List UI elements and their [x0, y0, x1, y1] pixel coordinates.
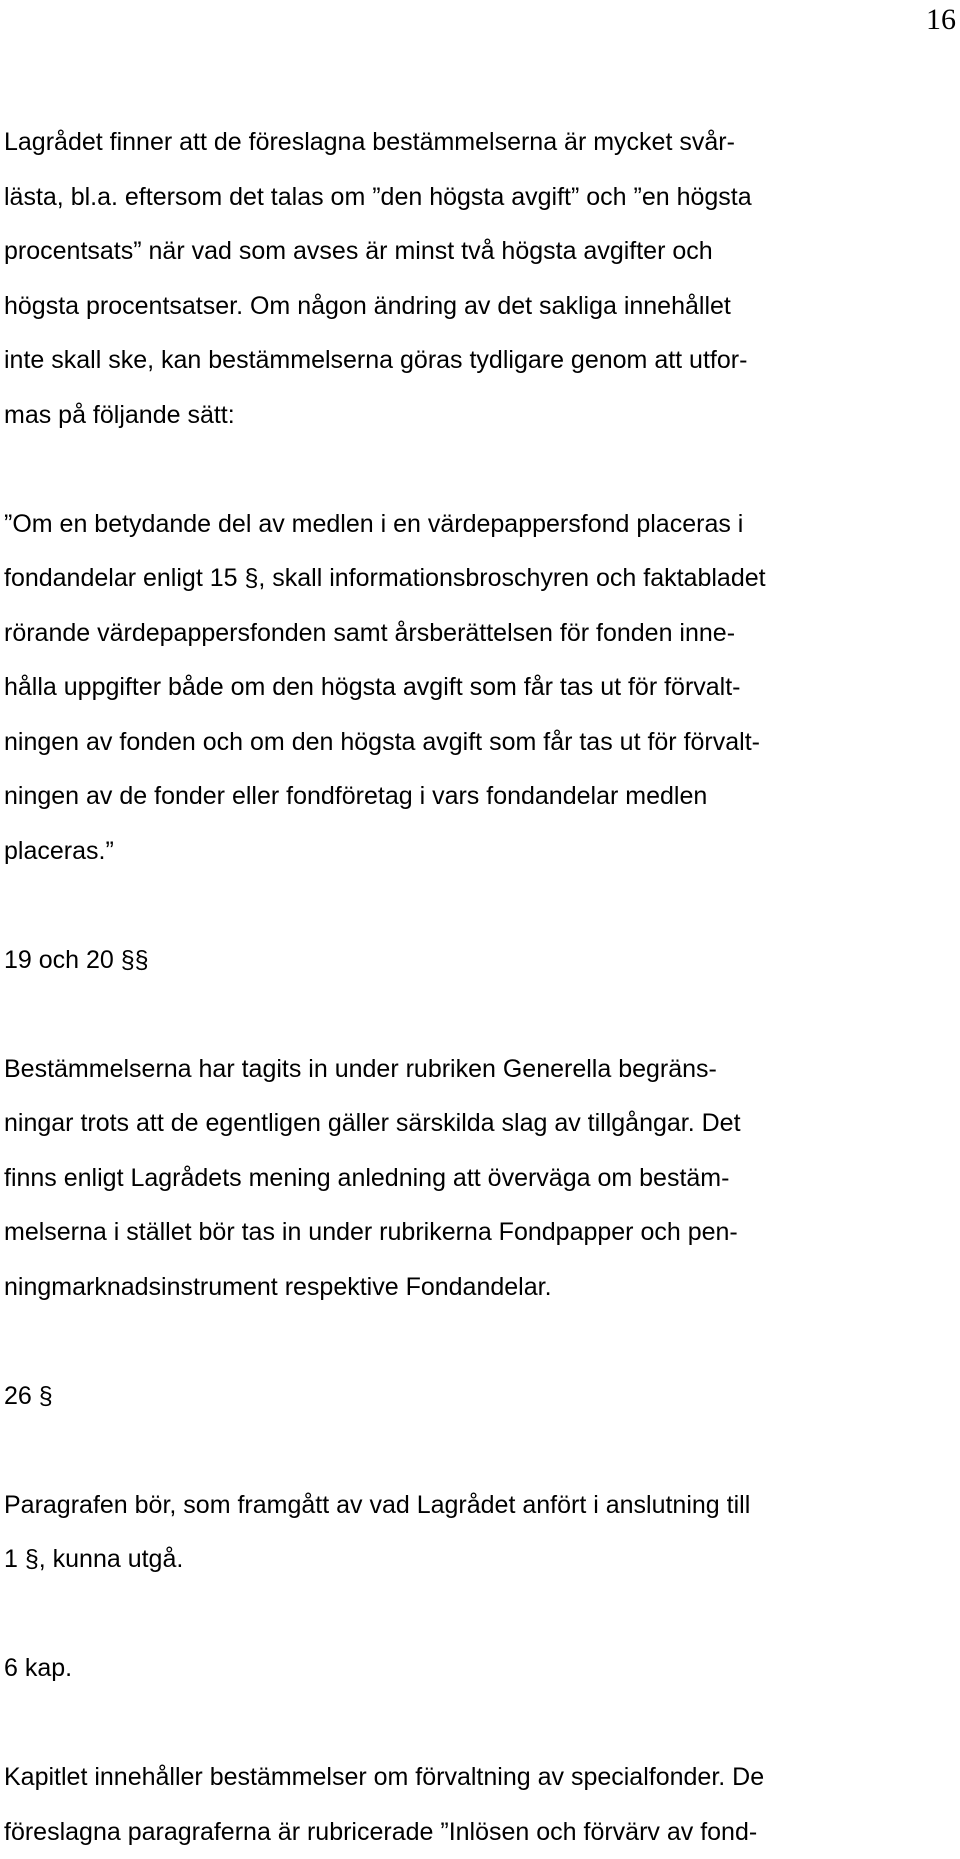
paragraph-spacer: [4, 987, 929, 1042]
section-heading: 19 och 20 §§: [4, 933, 929, 988]
text-line: placeras.”: [4, 824, 929, 879]
text-line: ningen av fonden och om den högsta avgift som får tas ut för förvalt-: [4, 715, 929, 770]
paragraph-section-19-20: [4, 1042, 929, 1315]
document-body: [4, 115, 929, 1859]
text-line: rörande värdepappersfonden samt årsberättelsen för fonden inne-: [4, 606, 929, 661]
paragraph-spacer: [4, 1423, 929, 1478]
paragraph-spacer: [4, 1314, 929, 1369]
text-line: Kapitlet innehåller bestämmelser om förvaltning av specialfonder. De: [4, 1750, 929, 1805]
text-line: Paragrafen bör, som framgått av vad Lagrådet anfört i anslutning till: [4, 1478, 929, 1533]
text-line: Lagrådet finner att de föreslagna bestämmelserna är mycket svår-: [4, 115, 929, 170]
paragraph-chapter-6: [4, 1750, 929, 1859]
paragraph-spacer: [4, 1587, 929, 1642]
text-line: ”Om en betydande del av medlen i en värdepappersfond placeras i: [4, 497, 929, 552]
text-line: procentsats” när vad som avses är minst två högsta avgifter och: [4, 224, 929, 279]
text-line: lästa, bl.a. eftersom det talas om ”den högsta avgift” och ”en högsta: [4, 170, 929, 225]
page-number: 16: [926, 2, 956, 38]
text-line: Bestämmelserna har tagits in under rubriken Generella begräns-: [4, 1042, 929, 1097]
text-line: inte skall ske, kan bestämmelserna göras tydligare genom att utfor-: [4, 333, 929, 388]
text-line: fondandelar enligt 15 §, skall informationsbroschyren och faktabladet: [4, 551, 929, 606]
section-heading-26: [4, 1369, 929, 1424]
text-line: melserna i stället bör tas in under rubrikerna Fondpapper och pen-: [4, 1205, 929, 1260]
text-line: ningen av de fonder eller fondföretag i vars fondandelar medlen: [4, 769, 929, 824]
paragraph-review-intro: [4, 115, 929, 442]
paragraph-spacer: [4, 442, 929, 497]
chapter-heading: 6 kap.: [4, 1641, 929, 1696]
text-line: ningmarknadsinstrument respektive Fondandelar.: [4, 1260, 929, 1315]
text-line: hålla uppgifter både om den högsta avgift som får tas ut för förvalt-: [4, 660, 929, 715]
paragraph-spacer: [4, 878, 929, 933]
text-line: finns enligt Lagrådets mening anledning att överväga om bestäm-: [4, 1151, 929, 1206]
paragraph-section-26: [4, 1478, 929, 1587]
paragraph-proposed-wording: [4, 497, 929, 879]
paragraph-spacer: [4, 1696, 929, 1751]
section-heading-19-20: [4, 933, 929, 988]
text-line: ningar trots att de egentligen gäller särskilda slag av tillgångar. Det: [4, 1096, 929, 1151]
chapter-heading-6: [4, 1641, 929, 1696]
section-heading: 26 §: [4, 1369, 929, 1424]
text-line: 1 §, kunna utgå.: [4, 1532, 929, 1587]
text-line: föreslagna paragraferna är rubricerade ”Inlösen och förvärv av fond-: [4, 1805, 929, 1859]
text-line: mas på följande sätt:: [4, 388, 929, 443]
text-line: högsta procentsatser. Om någon ändring av det sakliga innehållet: [4, 279, 929, 334]
